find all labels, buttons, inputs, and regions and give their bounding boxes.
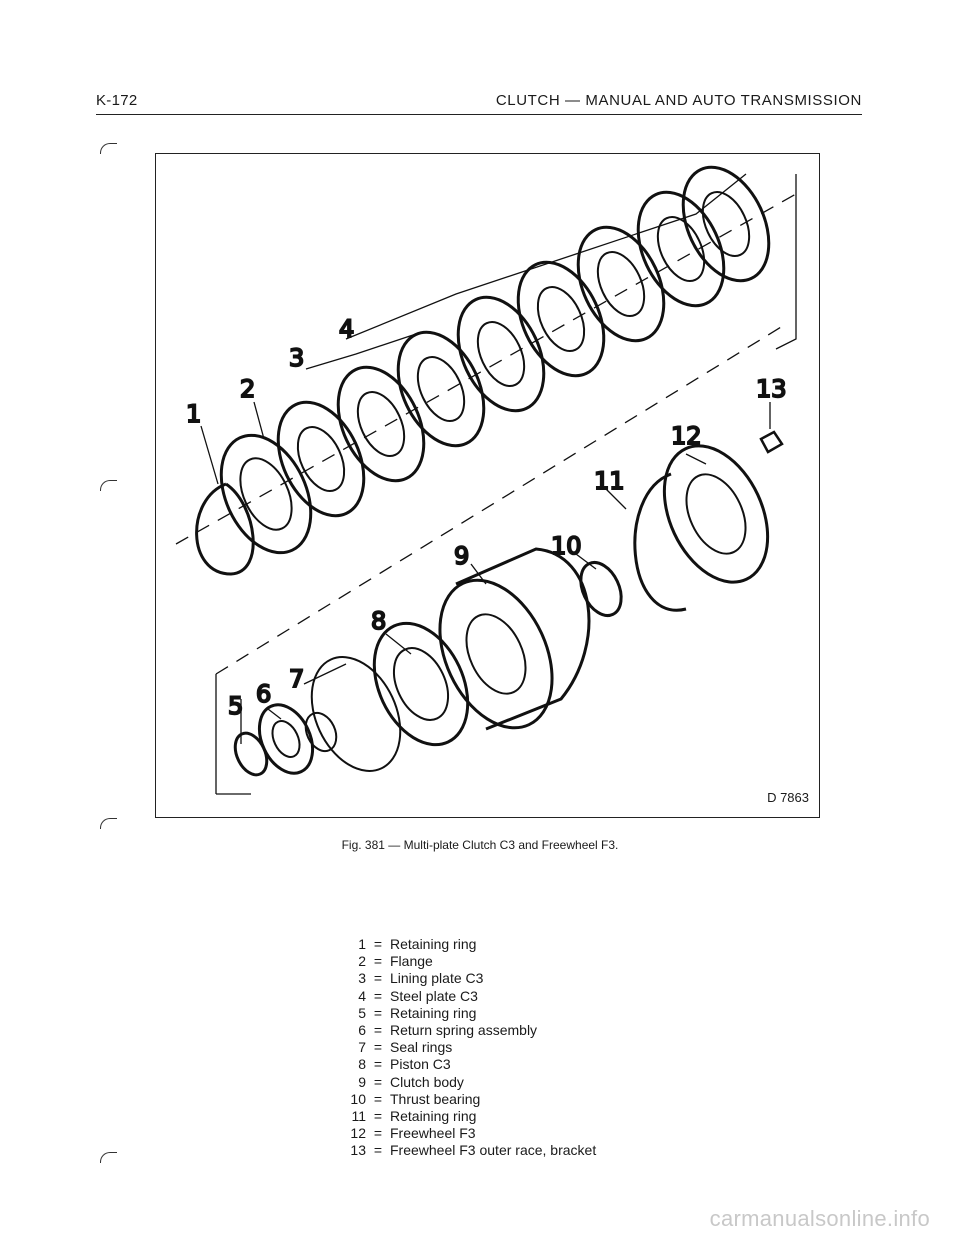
lining-plate	[621, 179, 741, 320]
exploded-view-figure	[155, 153, 820, 818]
legend-item: 12 = Freewheel F3	[350, 1125, 476, 1142]
callout-10: 10	[551, 532, 582, 560]
legend-item: 9 = Clutch body	[358, 1073, 464, 1090]
callout-13: 13	[756, 375, 787, 403]
binder-hole-mark	[100, 1152, 117, 1163]
lining-plate	[501, 249, 621, 390]
callout-11: 11	[594, 467, 625, 495]
legend-label: Steel plate C3	[390, 987, 478, 1004]
legend-item: 7 = Seal rings	[358, 1039, 453, 1056]
steel-plate	[561, 214, 681, 355]
legend-label: Retaining ring	[390, 1108, 477, 1125]
legend-item: 6 = Return spring assembly	[358, 1022, 538, 1039]
callout-1: 1	[186, 400, 202, 428]
callout-9: 9	[454, 542, 470, 570]
binder-hole-mark	[100, 480, 117, 491]
watermark: carmanualsonline.info	[709, 1206, 930, 1231]
callout-3: 3	[289, 344, 305, 372]
steel-plate	[666, 154, 786, 294]
legend-item: 10 = Thrust bearing	[350, 1090, 481, 1107]
callout-12: 12	[671, 422, 702, 450]
legend-label: Flange	[390, 953, 433, 970]
page-number: K-172	[96, 92, 138, 109]
legend-item: 11 = Retaining ring	[351, 1108, 477, 1125]
flange	[204, 421, 329, 567]
callout-8: 8	[371, 607, 387, 635]
section-title: CLUTCH — MANUAL AND AUTO TRANSMISSION	[495, 92, 862, 109]
legend-label: Lining plate C3	[390, 970, 484, 987]
legend-item: 2 = Flange	[358, 953, 433, 970]
legend-label: Piston C3	[390, 1056, 451, 1073]
lining-plate	[261, 389, 381, 530]
legend-label: Clutch body	[390, 1073, 464, 1090]
parts-legend	[336, 936, 596, 1160]
legend-item: 5 = Retaining ring	[358, 1004, 477, 1021]
legend-label: Seal rings	[390, 1039, 453, 1056]
legend-item: 4 = Steel plate C3	[358, 987, 478, 1004]
legend-item: 13 = Freewheel F3 outer race, bracket	[350, 1142, 597, 1159]
clutch-body	[418, 549, 589, 746]
clutch-exploded-diagram	[156, 154, 821, 819]
thrust-bearing	[573, 556, 629, 622]
binder-hole-mark	[100, 143, 117, 154]
legend-label: Thrust bearing	[390, 1090, 481, 1107]
page-header	[96, 92, 862, 115]
binder-hole-mark	[100, 818, 117, 829]
figure-caption: Fig. 381 — Multi-plate Clutch C3 and Freewheel F3.	[341, 838, 619, 852]
callout-7: 7	[289, 665, 305, 693]
callout-4: 4	[339, 315, 355, 343]
figure-code: D 7863	[767, 790, 809, 805]
outer-race-bracket	[761, 432, 782, 452]
legend-label: Freewheel F3	[390, 1125, 476, 1142]
freewheel	[644, 429, 788, 598]
legend-label: Retaining ring	[390, 936, 477, 952]
steel-plate	[441, 284, 561, 425]
legend-label: Freewheel F3 outer race, bracket	[390, 1142, 597, 1159]
callout-6: 6	[256, 680, 272, 708]
callout-2: 2	[240, 375, 256, 403]
legend-item: 1 = Retaining ring	[358, 936, 477, 952]
callout-5: 5	[228, 692, 244, 720]
legend-label: Retaining ring	[390, 1004, 477, 1021]
legend-item: 8 = Piston C3	[358, 1056, 451, 1073]
legend-label: Return spring assembly	[390, 1022, 538, 1039]
legend-item: 3 = Lining plate C3	[358, 970, 484, 987]
steel-plate	[321, 354, 441, 495]
